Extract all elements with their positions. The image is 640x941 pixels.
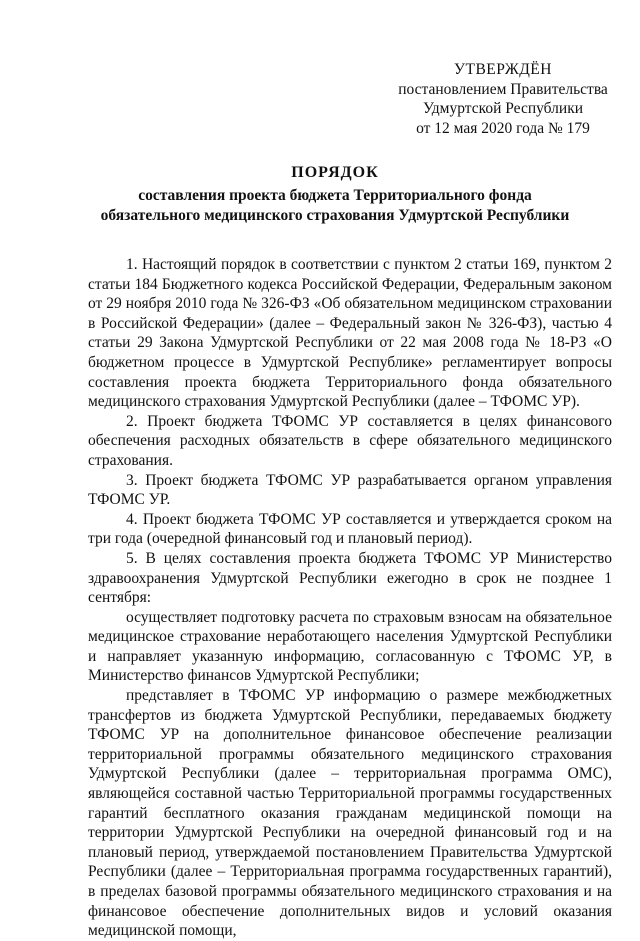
- document-body: [88, 255, 612, 941]
- paragraph-7: представляет в ТФОМС УР информацию о размере межбюджетных трансфертов из бюджета Удмуртской Республики, передаваемых бюджету ТФОМС УР на дополнительное финансовое обеспечение реализации территориальной программы обязательного медицинского страхования Удмуртской Республики (далее – территориальная программа ОМС), являющейся составной частью Территориальной программы государственных гарантий бесплатного оказания гражданам медицинской помощи на территории Удмуртской Республики на очередной финансовый год и на плановый период, утверждаемой постановлением Правительства Удмуртской Республики (далее – Территориальная программа государственных гарантий), в пределах базовой программы обязательного медицинского страхования и на финансовое обеспечение дополнительных видов и условий оказания медицинской помощи,: [88, 687, 612, 940]
- paragraph-3: 3. Проект бюджета ТФОМС УР разрабатывается органом управления ТФОМС УР.: [88, 471, 612, 509]
- paragraph-6: осуществляет подготовку расчета по страховым взносам на обязательное медицинское страхование неработающего населения Удмуртской Республики и направляет указанную информацию, согласованную с ТФОМС УР, в Министерство финансов Удмуртской Республики;: [88, 608, 612, 685]
- paragraph-4: 4. Проект бюджета ТФОМС УР составляется и утверждается сроком на три года (очередной финансовый год и плановый период).: [88, 510, 612, 548]
- document-subtitle-line-2: обязательного медицинского страхования Удмуртской Республики: [100, 207, 570, 224]
- document-title: ПОРЯДОК: [291, 164, 379, 181]
- document-heading: [70, 164, 600, 226]
- paragraph-2: 2. Проект бюджета ТФОМС УР составляется в целях финансового обеспечения расходных обязательств в сфере обязательного медицинского страхования.: [88, 412, 612, 469]
- approval-line-2: Удмуртской Республики: [422, 100, 584, 117]
- approval-line-3: от 12 мая 2020 года № 179: [416, 119, 590, 137]
- paragraph-5: 5. В целях составления проекта бюджета ТФОМС УР Министерство здравоохранения Удмуртской Республики ежегодно в срок не позднее 1 сентября:: [88, 549, 612, 607]
- approval-line-1: постановлением Правительства: [398, 80, 608, 98]
- approval-title: УТВЕРЖДЁН: [454, 61, 552, 78]
- document-subtitle-line-1: составления проекта бюджета Территориального фонда: [138, 187, 532, 204]
- approval-block: [388, 60, 618, 138]
- paragraph-1: 1. Настоящий порядок в соответствии с пунктом 2 статьи 169, пунктом 2 статьи 184 Бюджетного кодекса Российской Федерации, Федеральным законом от 29 ноября 2010 года № 326-ФЗ «Об обязательном медицинском страховании в Российской Федерации» (далее – Федеральный закон № 326-ФЗ), частью 4 статьи 29 Закона Удмуртской Республики от 22 мая 2008 года № 18-РЗ «О бюджетном процессе в Удмуртской Республике» регламентирует вопросы составления проекта бюджета Территориального фонда обязательного медицинского страхования Удмуртской Республики (далее – ТФОМС УР).: [88, 256, 612, 411]
